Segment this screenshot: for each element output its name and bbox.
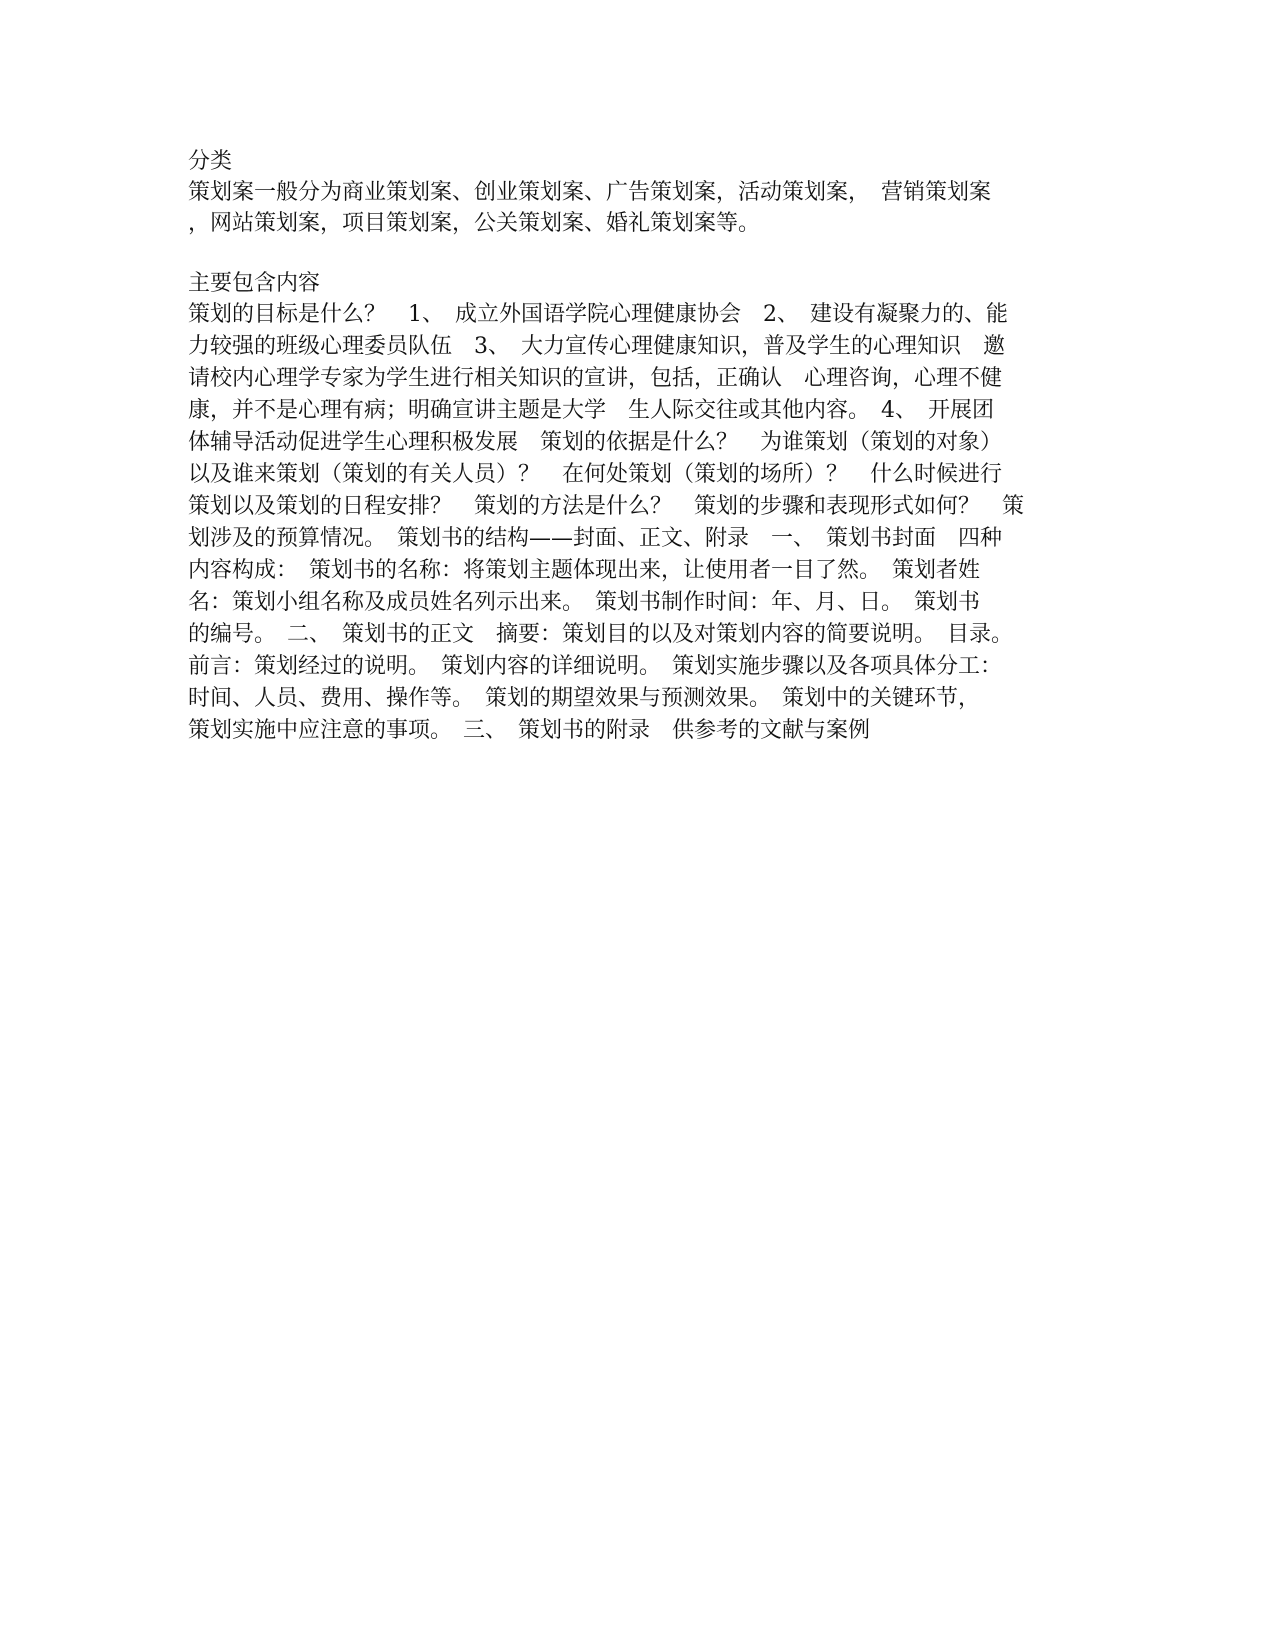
- paragraph-line: 以及谁来策划（策划的有关人员）？ 在何处策划（策划的场所）？ 什么时候进行: [188, 462, 1003, 487]
- paragraph-line: 时间、人员、费用、操作等。 策划的期望效果与预测效果。 策划中的关键环节，: [188, 686, 981, 711]
- section-heading-main-contents: 主要包含内容: [188, 271, 321, 296]
- paragraph-line: 策划案一般分为商业策划案、创业策划案、广告策划案，活动策划案， 营销策划案: [188, 180, 992, 205]
- paragraph-line: 策划实施中应注意的事项。 三、 策划书的附录 供参考的文献与案例: [188, 718, 871, 743]
- paragraph-line: 策划的目标是什么？ 1、 成立外国语学院心理健康协会 2、 建设有凝聚力的、能: [188, 302, 1008, 327]
- section-heading-classification: 分类: [188, 149, 233, 174]
- paragraph-line: 康，并不是心理有病；明确宣讲主题是大学 生人际交往或其他内容。 4、 开展团: [188, 398, 994, 423]
- paragraph-line: 的编号。 二、 策划书的正文 摘要：策划目的以及对策划内容的简要说明。 目录。: [188, 622, 1014, 647]
- paragraph-line: 力较强的班级心理委员队伍 3、 大力宣传心理健康知识，普及学生的心理知识 邀: [188, 334, 1005, 359]
- paragraph-line: 请校内心理学专家为学生进行相关知识的宣讲，包括，正确认 心理咨询，心理不健: [188, 366, 1003, 391]
- paragraph-line: 前言：策划经过的说明。 策划内容的详细说明。 策划实施步骤以及各项具体分工：: [188, 654, 1003, 679]
- paragraph-line: 划涉及的预算情况。 策划书的结构——封面、正文、附录 一、 策划书封面 四种: [188, 526, 1003, 551]
- paragraph-line: 名：策划小组名称及成员姓名列示出来。 策划书制作时间：年、月、日。 策划书: [188, 590, 981, 615]
- paragraph-line: 内容构成： 策划书的名称：将策划主题体现出来，让使用者一目了然。 策划者姓: [188, 558, 981, 583]
- paragraph-line: 策划以及策划的日程安排？ 策划的方法是什么？ 策划的步骤和表现形式如何？ 策: [188, 494, 1025, 519]
- paragraph-line: ，网站策划案，项目策划案，公关策划案、婚礼策划案等。: [188, 211, 761, 236]
- paragraph-line: 体辅导活动促进学生心理积极发展 策划的依据是什么？ 为谁策划（策划的对象）: [188, 430, 1003, 455]
